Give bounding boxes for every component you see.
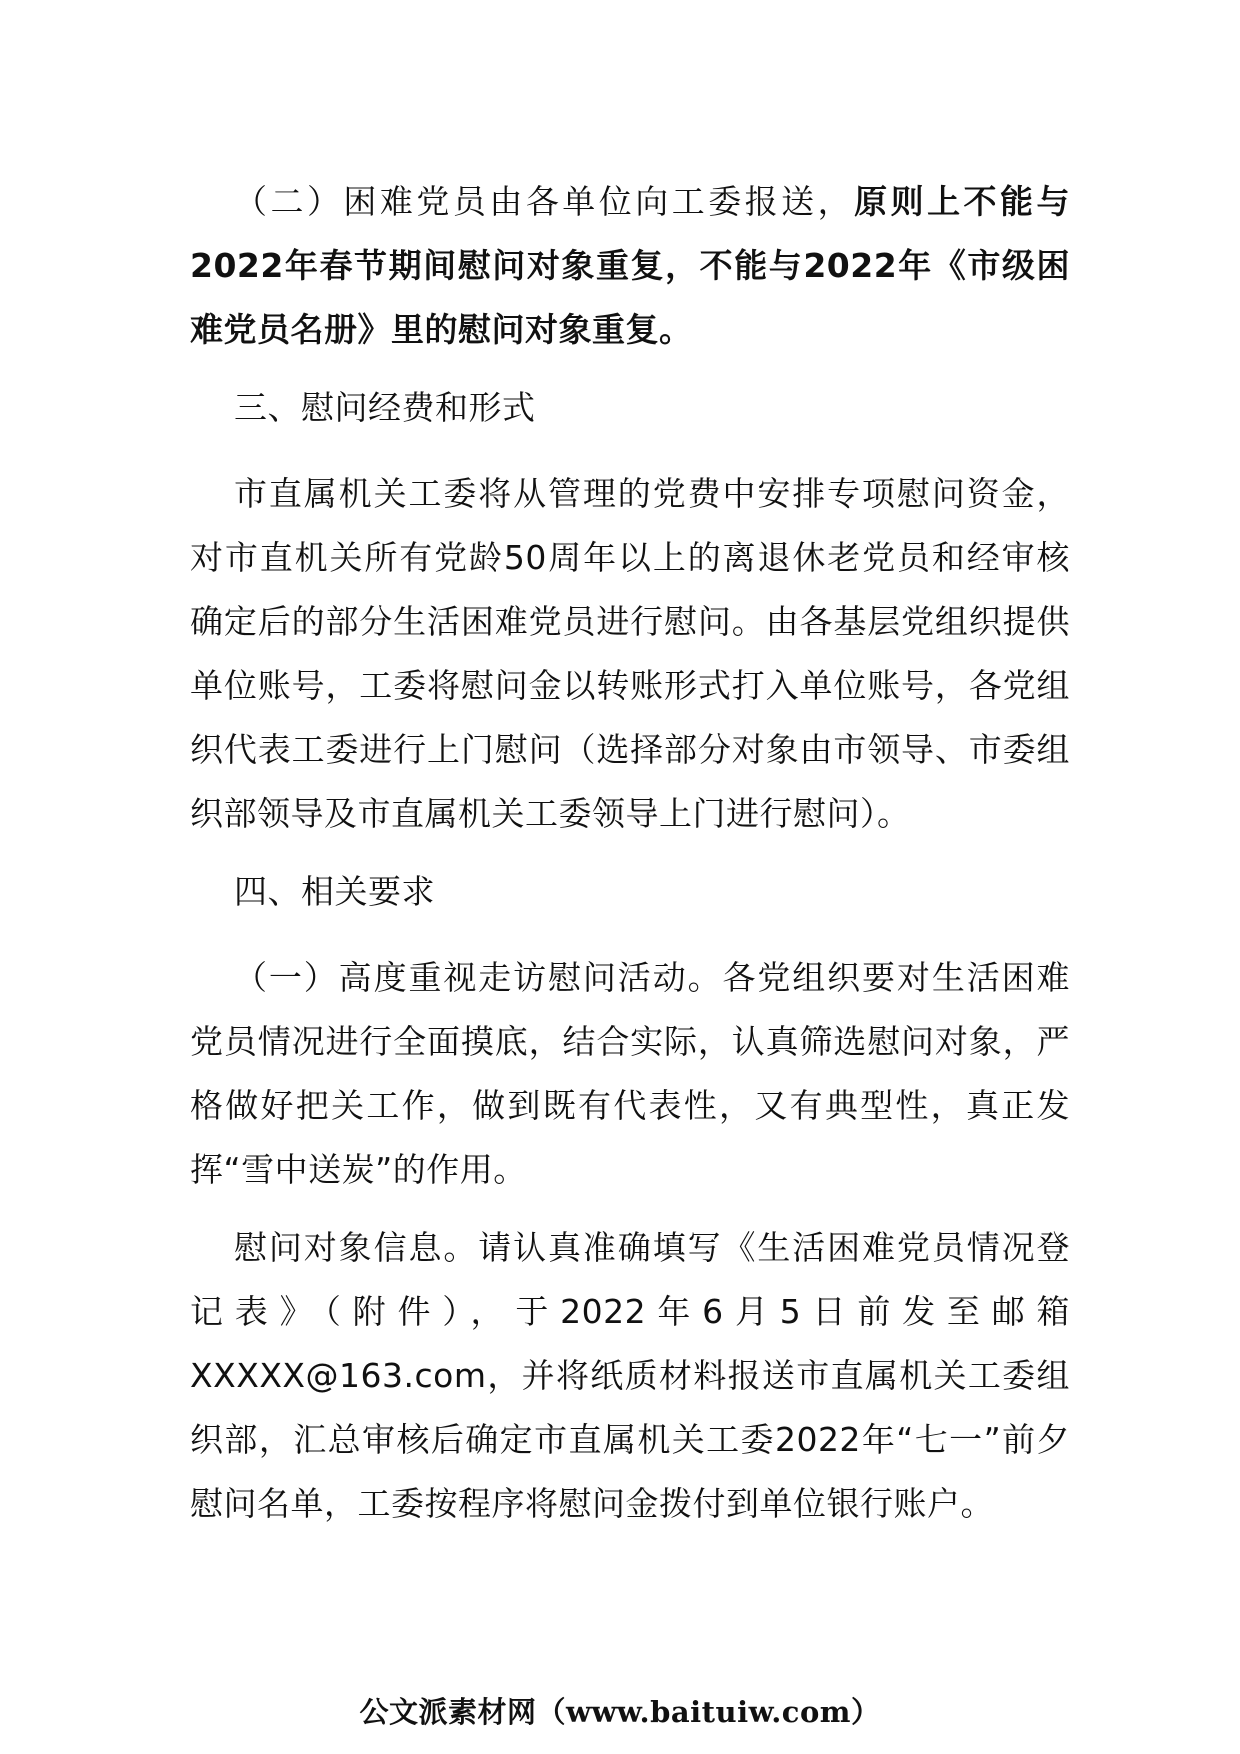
section-heading-requirements: 四、相关要求 bbox=[234, 872, 435, 911]
paragraph-text: （二）困难党员由各单位向工委报送， bbox=[234, 182, 855, 221]
paragraph-difficult-members bbox=[190, 170, 1070, 362]
paragraph-requirement-1: （一）高度重视走访慰问活动。各党组织要对生活困难党员情况进行全面摸底，结合实际，认真筛选慰问对象，严格做好把关工作，做到既有代表性，又有典型性，真正发挥“雪中送炭”的作用。 bbox=[190, 958, 1070, 1189]
paragraph-bold-text: 原则上不能与2022年春节期间慰问对象重复，不能与2022年《市级困难党员名册》里的慰问对象重复。 bbox=[190, 182, 1071, 349]
section-heading-funds: 三、慰问经费和形式 bbox=[234, 388, 536, 427]
paragraph-funds: 市直属机关工委将从管理的党费中安排专项慰问资金，对市直机关所有党龄50周年以上的离退休老党员和经审核确定后的部分生活困难党员进行慰问。由各基层党组织提供单位账号，工委将慰问金以转账形式打入单位账号，各党组织代表工委进行上门慰问（选择部分对象由市领导、市委组织部领导及市直属机关工委领导上门进行慰问）。 bbox=[190, 474, 1070, 833]
paragraph-object-info: 慰问对象信息。请认真准确填写《生活困难党员情况登记表》（附件），于2022年6月5日前发至邮箱XXXXX@163.com，并将纸质材料报送市直属机关工委组织部，汇总审核后确定市直属机关工委2022年“七一”前夕慰问名单，工委按程序将慰问金拨付到单位银行账户。 bbox=[190, 1228, 1070, 1523]
document-body bbox=[190, 170, 1070, 1550]
footer-watermark: 公文派素材网（www.baituiw.com） bbox=[359, 1695, 881, 1729]
